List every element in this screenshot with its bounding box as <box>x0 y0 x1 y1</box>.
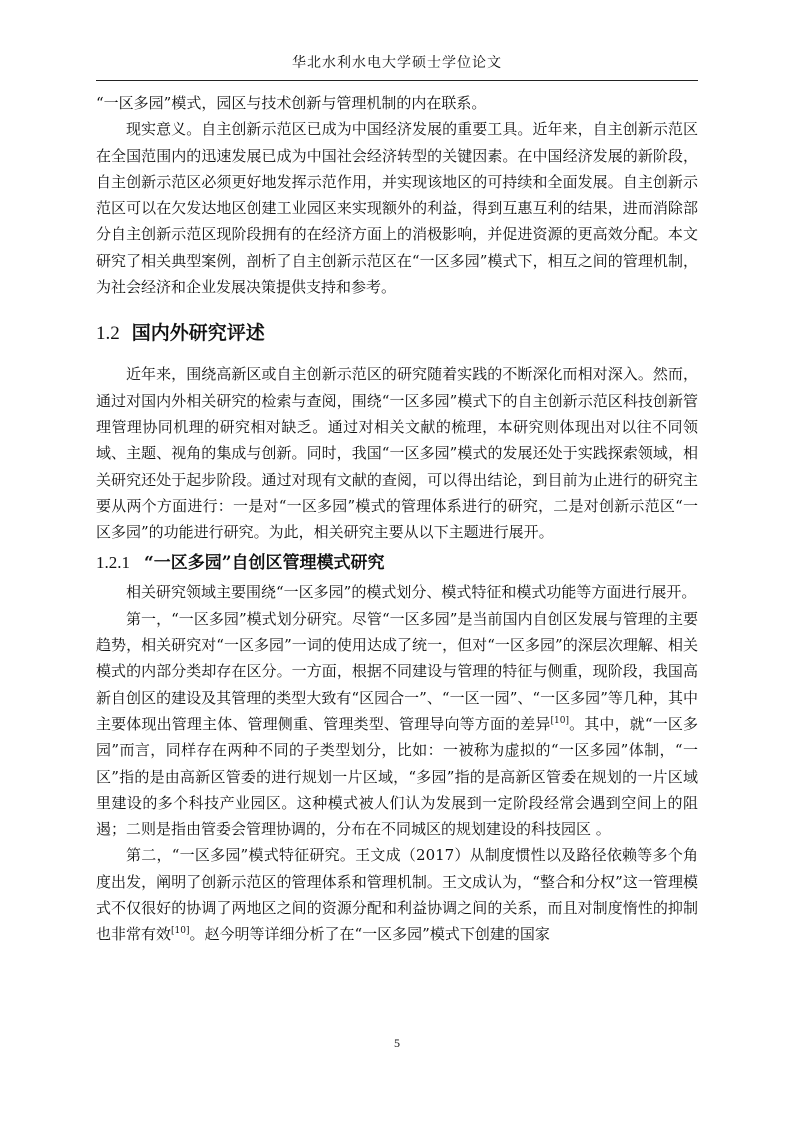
citation: [10] <box>171 926 190 937</box>
paragraph-subsection-intro: 相关研究领域主要围绕“一区多园”的模式划分、模式特征和模式功能等方面进行展开。 <box>126 583 697 602</box>
body-text <box>96 90 698 948</box>
text-run: 第二，“一区多园”模式特征研究。王文成（2017）从制度惯性以及路径依赖等多个角度出发，阐明了创新示范区的管理体系和管理机制。王文成认为，“整合和分权”这一管理模式不仅很好的协调了两地区之间的资源分配和利益协调之间的关系，而且对制度惰性的抑制也非常有效 <box>96 846 698 944</box>
text-run: 。赵今明等详细分析了在“一区多园”模式下创建的国家 <box>189 925 550 944</box>
paragraph-mode-features <box>96 842 698 947</box>
section-number: 1.2 <box>96 323 120 345</box>
subsection-heading <box>96 549 698 577</box>
citation: [10] <box>550 715 569 726</box>
page-number: 5 <box>394 1036 400 1050</box>
header-rule <box>96 80 698 81</box>
section-heading <box>96 318 698 349</box>
paragraph-practical-significance: 现实意义。自主创新示范区已成为中国经济发展的重要工具。近年来，自主创新示范区在全国范围内的迅速发展已成为中国社会经济转型的关键因素。在中国经济发展的新阶段，自主创新示范区必须更好地发挥示范作用，并实现该地区的可持续和全面发展。自主创新示范区可以在欠发达地区创建工业园区来实现额外的利益，得到互惠互利的结果，进而消除部分自主创新示范区现阶段拥有的在经济方面上的消极影响，并促进资源的更高效分配。本文研究了相关典型案例，剖析了自主创新示范区在“一区多园”模式下，相互之间的管理机制，为社会经济和企业发展决策提供支持和参考。 <box>96 120 698 297</box>
text-run: 第一，“一区多园”模式划分研究。尽管“一区多园”是当前国内自创区发展与管理的主要趋势，相关研究对“一区多园”一词的使用达成了统一，但对“一区多园”的深层次理解、相关模式的内部分类却存在区分。一方面，根据不同建设与管理的特征与侧重，现阶段，我国高新自创区的建设及其管理的类型大致有“区园合一”、“一区一园”、“一区多园”等几种，其中主要体现出管理主体、管理侧重、管理类型、管理导向等方面的差异 <box>96 609 698 733</box>
paragraph-mode-division <box>96 606 698 843</box>
subsection-title: “一区多园”自创区管理模式研究 <box>144 553 385 574</box>
section-title: 国内外研究评述 <box>131 322 265 345</box>
subsection-number: 1.2.1 <box>96 553 130 573</box>
paragraph-review-intro: 近年来，围绕高新区或自主创新示范区的研究随着实践的不断深化而相对深入。然而，通过对国内外相关研究的检索与查阅，围绕“一区多园”模式下的自主创新示范区科技创新管理管理协同机理的研究相对缺乏。通过对相关文献的梳理，本研究则体现出对以往不同领域、主题、视角的集成与创新。同时，我国“一区多园”模式的发展还处于实践探索领域，相关研究还处于起步阶段。通过对现有文献的查阅，可以得出结论，到目前为止进行的研究主要从两个方面进行：一是对“一区多园”模式的管理体系进行的研究，二是对创新示范区“一区多园”的功能进行研究。为此，相关研究主要从以下主题进行展开。 <box>96 365 698 542</box>
running-header: 华北水利水电大学硕士学位论文 <box>292 55 502 71</box>
text-run: 。其中，就“一区多园”而言，同样存在两种不同的子类型划分，比如：一被称为虚拟的“一区多园”体制，“一区”指的是由高新区管委的进行规划一片区域，“多园”指的是高新区管委在规划的一片区域里建设的多个科技产业园区。这种模式被人们认为发展到一定阶段经常会遇到空间上的阻遏；二则是指由管委会管理协调的，分布在不同城区的规划建设的科技园区 。 <box>96 714 698 839</box>
paragraph-continued: “一区多园”模式，园区与技术创新与管理机制的内在联系。 <box>96 94 487 112</box>
